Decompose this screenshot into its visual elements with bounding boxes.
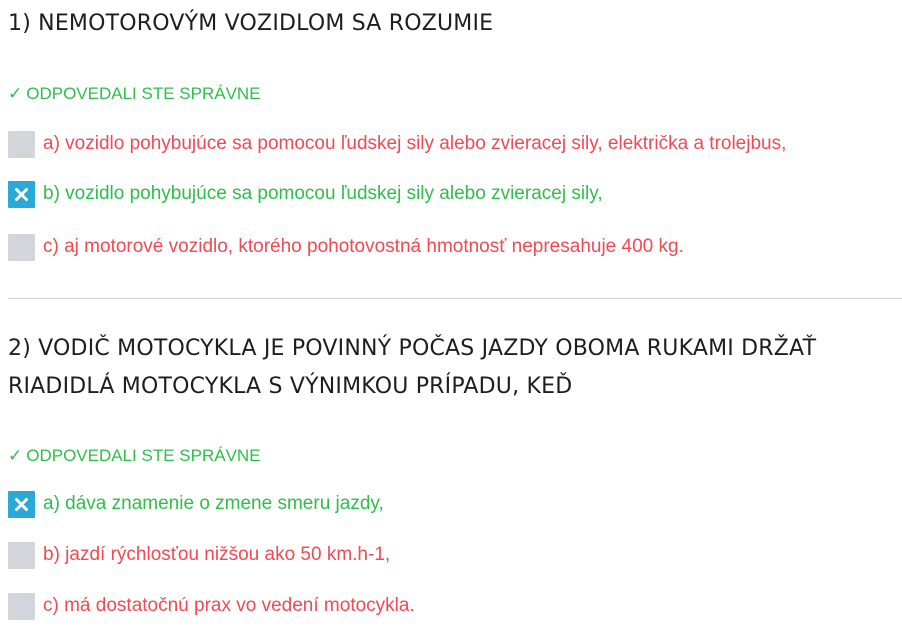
answer-option-b[interactable] xyxy=(8,541,390,569)
x-mark-icon xyxy=(14,187,29,202)
answer-checkbox-checked[interactable] xyxy=(8,181,35,208)
question-title: 1) NEMOTOROVÝM VOZIDLOM SA ROZUMIE xyxy=(8,11,494,36)
question-1 xyxy=(8,0,902,257)
check-mark-icon: ✓ xyxy=(8,446,23,465)
x-mark-icon xyxy=(14,497,29,512)
answer-text: a) dáva znamenie o zmene smeru jazdy, xyxy=(43,493,384,514)
question-title: 2) VODIČ MOTOCYKLA JE POVINNÝ POČAS JAZDY OBOMA RUKAMI DRŽAŤ RIADIDLÁ MOTOCYKLA S VÝNIMKOU PRÍPADU, KEĎ xyxy=(8,336,817,399)
question-divider xyxy=(8,298,902,299)
status-text: ODPOVEDALI STE SPRÁVNE xyxy=(26,84,261,103)
answer-option-b[interactable] xyxy=(8,180,603,208)
answer-checkbox[interactable] xyxy=(8,234,35,261)
answer-text: b) vozidlo pohybujúce sa pomocou ľudskej sily alebo zvieracej sily, xyxy=(43,183,603,204)
answer-status xyxy=(8,84,261,104)
question-2 xyxy=(8,330,902,616)
check-mark-icon: ✓ xyxy=(8,84,23,103)
answer-option-c[interactable] xyxy=(8,233,684,261)
answer-checkbox[interactable] xyxy=(8,593,35,620)
answer-option-c[interactable] xyxy=(8,592,415,620)
answer-option-a[interactable] xyxy=(8,490,384,518)
answer-option-a[interactable] xyxy=(8,130,786,158)
answer-checkbox[interactable] xyxy=(8,542,35,569)
answer-text: c) má dostatočnú prax vo vedení motocykla. xyxy=(43,595,415,616)
answer-text: c) aj motorové vozidlo, ktorého pohotovostná hmotnosť nepresahuje 400 kg. xyxy=(43,236,684,257)
answer-status xyxy=(8,446,261,466)
answer-checkbox[interactable] xyxy=(8,131,35,158)
answer-text: b) jazdí rýchlosťou nižšou ako 50 km.h-1, xyxy=(43,544,391,565)
answer-checkbox-checked[interactable] xyxy=(8,491,35,518)
status-text: ODPOVEDALI STE SPRÁVNE xyxy=(26,446,261,465)
answer-text: a) vozidlo pohybujúce sa pomocou ľudskej sily alebo zvieracej sily, električka a trolejbus, xyxy=(43,133,787,154)
